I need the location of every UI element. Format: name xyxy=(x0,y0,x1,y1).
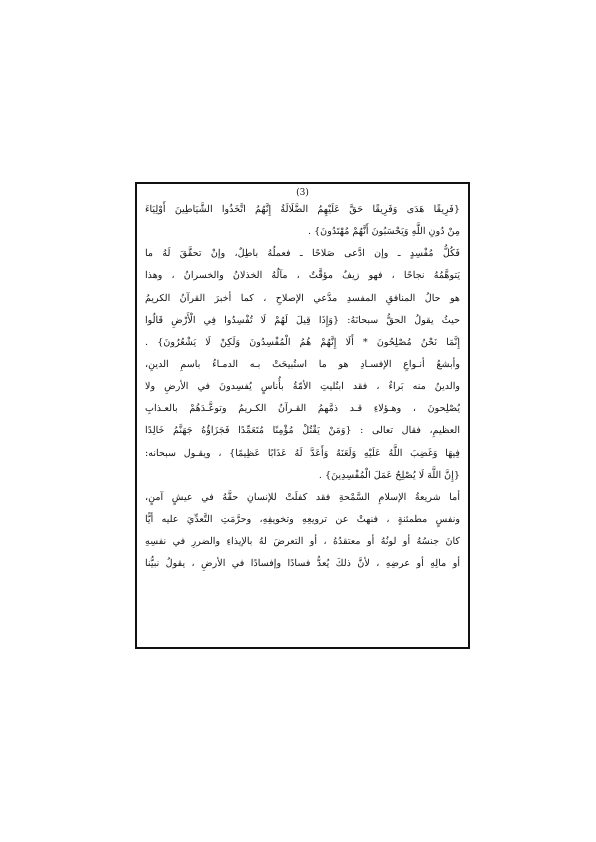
text-line: العظيمِ، فقال تعالى : {وَمَنْ يَقْتُلْ مُؤْمِنًا مُتَعَمِّدًا فَجَزَاؤُهُ جَهَنَّمُ خَالِدًا xyxy=(145,425,460,437)
text-line: إِنَّمَا نَحْنُ مُصْلِحُونَ * أَلَا إِنَّهُمْ هُمُ الْمُفْسِدُونَ وَلَكِنْ لَا يَشْعُرُونَ} . xyxy=(145,336,460,348)
text-line: ونفسٍ مطمئنةٍ ، فنهتْ عن ترويعِهِ وتخويفِهِ، وحرَّمَتِ التَّعدِّيَ عليه أيًّا xyxy=(145,513,460,525)
text-line: حيثُ يقولُ الحقُّ سبحانَهُ: {وَإِذَا قِيلَ لَهُمْ لَا تُفْسِدُوا فِي الْأَرْضِ قَالُوا xyxy=(145,314,460,326)
text-line: {إِنَّ اللَّهَ لَا يُصْلِحُ عَمَلَ الْمُفْسِدِينَ} . xyxy=(318,469,460,481)
text-line: أو مالِهِ أو عرضِهِ ، لأنَّ ذلكَ يُعدُّ فسادًا وإفسادًا في الأرضِ ، يقولُ نبيُّنا xyxy=(145,558,460,570)
text-line: هو حالُ المنافقِ المفسدِ مدَّعي الإصلاحِ ، كما أخبرَ القرآنُ الكريمُ xyxy=(145,292,460,304)
page-number: (3) xyxy=(296,188,309,198)
text-line: والدينُ منه بَراءٌ ، فقد ابتُليتِ الأمّةُ بأُناسٍ يُفسِدونَ في الأرضِ ولا xyxy=(145,381,460,393)
text-line: {فَرِيقًا هَدَى وَفَرِيقًا حَقَّ عَلَيْهِمُ الضَّلَالَةُ إِنَّهُمُ اتَّخَذُوا الشَّيَاطِينَ أَوْلِيَاءَ xyxy=(145,204,460,215)
text-line: مِنْ دُونِ اللَّهِ وَيَحْسَبُونَ أَنَّهُمْ مُهْتَدُونَ} . xyxy=(307,226,460,238)
text-body xyxy=(145,199,460,575)
text-line: يَتوهَّمُهُ نجاحًا ، فهو زيفٌ مؤقَّتٌ ، مآلُهُ الخذلانُ والخسرانُ ، وهذا xyxy=(145,270,460,282)
text-line: فَكُلُّ مُفْسِدٍ ـ وإن ادَّعى صَلاحًا ـ فعملُهُ باطِلٌ، وإنْ تحقَّقَ لَهُ ما xyxy=(145,248,460,260)
page-frame xyxy=(135,182,470,649)
text-line: وأبشعُ أنـواعِ الإفسـادِ هو ما استُبيحَتْ بـه الدمـاءُ باسمِ الدينِ، xyxy=(145,358,460,370)
text-line: أما شريعةُ الإسلامِ السَّمْحةِ فقد كفلَتْ للإنسانِ حقَّهُ في عيشٍ آمنٍ، xyxy=(145,491,460,503)
text-line: كانَ جنسُهُ أو لونُهُ أو معتقدُهُ ، أو التعرضَ لهُ بالإيذاءِ والضررِ في نفسِهِ xyxy=(145,536,460,548)
text-line: يُصْلِحونَ ، وهـؤلاءِ قـد ذمَّهمُ القـرآنُ الكـريمُ وتوعَّـدَهُمْ بالعـذابِ xyxy=(145,403,460,415)
text-line: فِيهَا وَغَضِبَ اللَّهُ عَلَيْهِ وَلَعَنَهُ وَأَعَدَّ لَهُ عَذَابًا عَظِيمًا} ، ويقـول سبحانه: xyxy=(145,447,460,459)
